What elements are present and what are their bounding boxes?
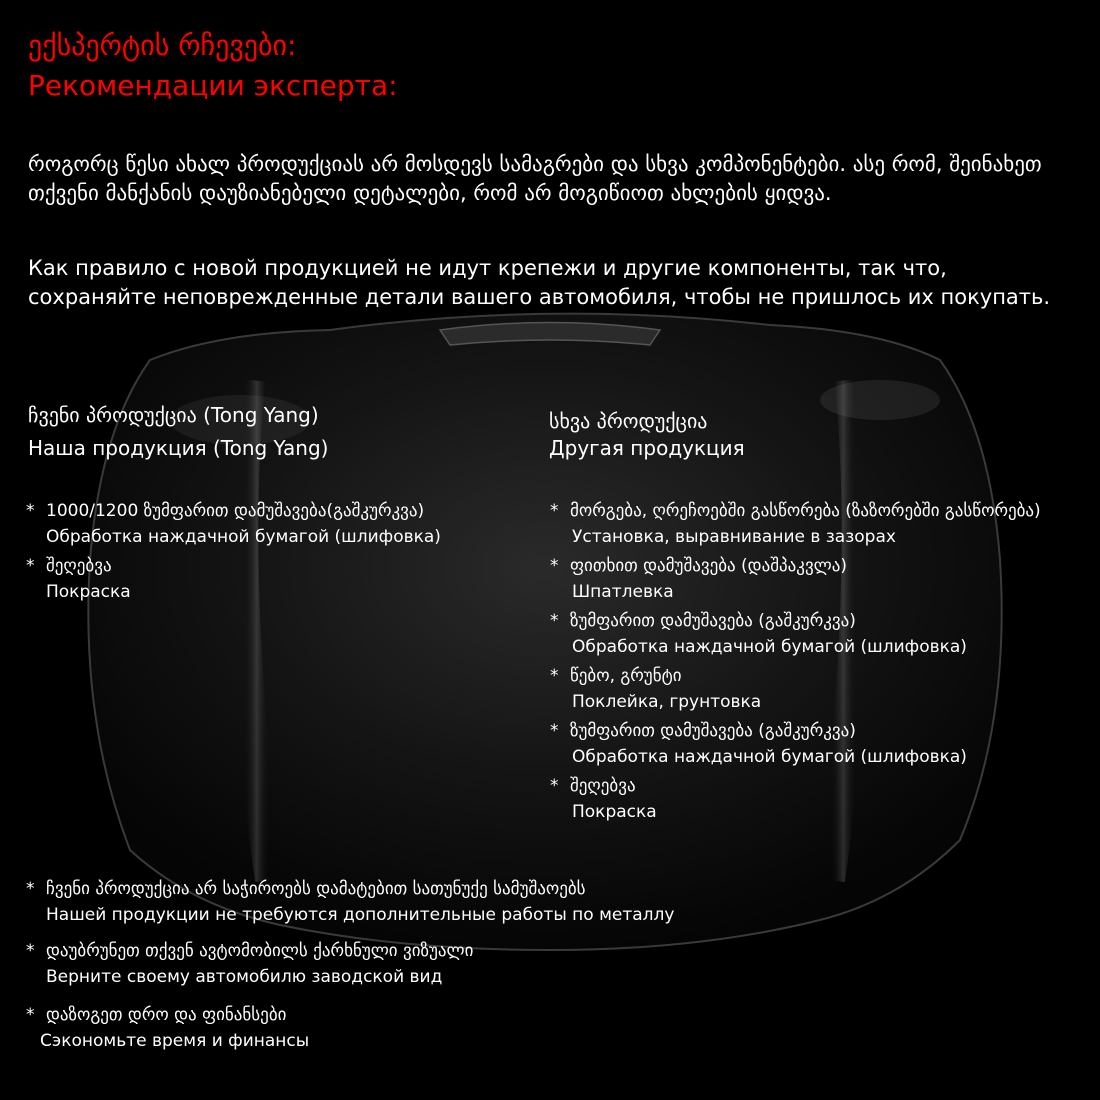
right-item-georgian: ზუმფარით დამუშავება (გაშკურკვა) xyxy=(570,721,856,741)
left-item-russian: Покраска xyxy=(46,582,131,602)
benefit-item xyxy=(26,940,473,988)
bullet-star: * xyxy=(550,501,559,521)
benefit-georgian: დაზოგეთ დრო და ფინანსები xyxy=(46,1005,287,1025)
right-item-russian: Установка, выравнивание в зазорах xyxy=(572,527,896,547)
right-item-russian: Обработка наждачной бумагой (шлифовка) xyxy=(572,637,967,657)
left-heading-russian: Наша продукция (Tong Yang) xyxy=(28,436,329,460)
right-item-russian: Обработка наждачной бумагой (шлифовка) xyxy=(572,747,967,767)
benefit-russian: Сэкономьте время и финансы xyxy=(40,1031,310,1051)
bullet-star: * xyxy=(26,501,35,521)
right-item xyxy=(550,500,1041,548)
bullet-star: * xyxy=(550,556,559,576)
left-heading-georgian: ჩვენი პროდუქცია (Tong Yang) xyxy=(28,403,319,427)
right-heading-russian: Другая продукция xyxy=(549,436,745,460)
bullet-star: * xyxy=(550,666,559,686)
bullet-star: * xyxy=(550,721,559,741)
benefit-russian: Нашей продукции не требуются дополнительные работы по металлу xyxy=(46,905,675,925)
right-item xyxy=(550,610,967,658)
right-item-russian: Шпатлевка xyxy=(572,582,674,602)
title-georgian: ექსპერტის რჩევები: xyxy=(28,29,297,62)
benefit-item xyxy=(26,878,674,926)
right-item-georgian: წებო, გრუნტი xyxy=(570,666,682,686)
benefit-georgian: ჩვენი პროდუქცია არ საჭიროებს დამატებით სათუნუქე სამუშაოებს xyxy=(46,879,586,899)
right-item xyxy=(550,720,967,768)
benefit-item xyxy=(26,1004,309,1052)
left-item-georgian: 1000/1200 ზუმფარით დამუშავება(გაშკურკვა) xyxy=(46,501,425,521)
right-item-georgian: მორგება, ღრეჩოებში გასწორება (ზაზორებში გასწორება) xyxy=(570,501,1041,521)
right-item-georgian: შეღებვა xyxy=(570,776,636,796)
bullet-star: * xyxy=(26,556,35,576)
benefit-russian: Верните своему автомобилю заводской вид xyxy=(46,967,443,987)
right-item-russian: Поклейка, грунтовка xyxy=(572,692,762,712)
bullet-star: * xyxy=(550,611,559,631)
bullet-star: * xyxy=(26,1005,35,1025)
right-item-georgian: ზუმფარით დამუშავება (გაშკურკვა) xyxy=(570,611,856,631)
left-item-georgian: შეღებვა xyxy=(46,556,112,576)
right-item-russian: Покраска xyxy=(572,802,657,822)
benefit-georgian: დაუბრუნეთ თქვენ ავტომობილს ქარხნული ვიზუალი xyxy=(46,941,474,961)
title-russian: Рекомендации эксперта: xyxy=(28,69,398,102)
intro-georgian: როგორც წესი ახალ პროდუქციას არ მოსდევს სამაგრები და სხვა კომპონენტები. ასე რომ, შეინახეთ თქვენი მანქანის დაუზიანებელი დეტალები, რომ არ მოგიწიოთ ახლების ყიდვა. xyxy=(28,152,1042,205)
right-item xyxy=(550,665,761,713)
right-item xyxy=(550,555,847,603)
left-item xyxy=(26,555,131,603)
bullet-star: * xyxy=(26,941,35,961)
left-item-russian: Обработка наждачной бумагой (шлифовка) xyxy=(46,527,441,547)
bullet-star: * xyxy=(550,776,559,796)
bullet-star: * xyxy=(26,879,35,899)
intro-russian: Как правило с новой продукцией не идут крепежи и другие компоненты, так что, сохраняйте неповрежденные детали вашего автомобиля, чтобы не пришлось их покупать. xyxy=(28,256,1051,309)
right-item xyxy=(550,775,657,823)
right-heading-georgian: სხვა პროდუქცია xyxy=(549,409,708,433)
right-item-georgian: ფითხით დამუშავება (დაშპაკვლა) xyxy=(570,556,848,576)
left-item xyxy=(26,500,441,548)
